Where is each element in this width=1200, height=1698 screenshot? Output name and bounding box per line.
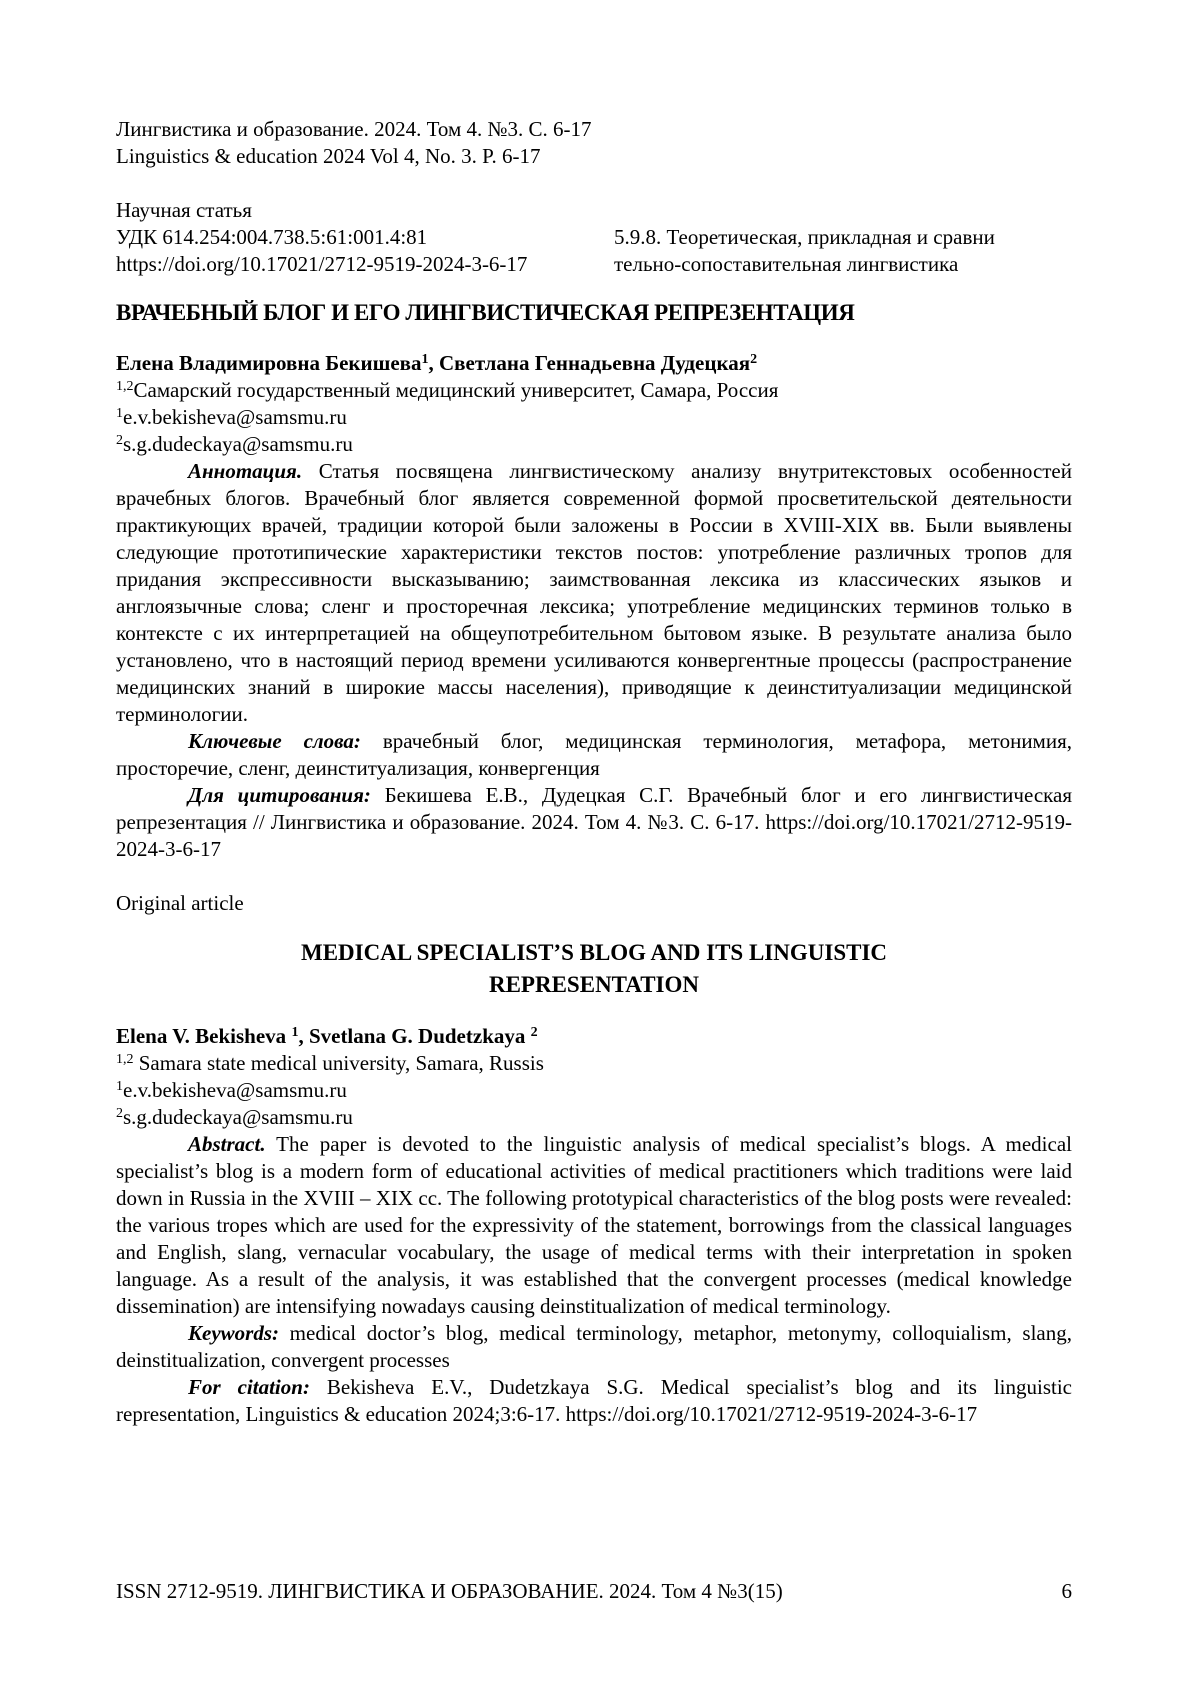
specialty-line-1: 5.9.8. Теоретическая, прикладная и сравни [614, 225, 995, 249]
author1-en: Elena V. Bekisheva [116, 1024, 292, 1048]
citation-ru [116, 782, 1072, 863]
abstract-ru-text: Статья посвящена лингвистическому анализу внутритекстовых особенностей врачебных блогов. Врачебный блог является современной формой просветительской деятельности практикующих врачей, традиции которой были заложены в России в XVIII-XIX вв. Были выявлены следующие прототипические характеристики текстов постов: употребление различных тропов для придания экспрессивности высказыванию; заимствованная лексика из классических языков и англоязычные слова; сленг и просторечная лексика; употребление медицинских терминов только в контексте с их интерпретацией на общеупотребительном бытовом языке. В результате анализа было установлено, что в настоящий период времени усиливаются конвергентные процессы (распространение медицинских знаний в широкие массы населения), приводящие к деинституализации медицинской терминологии. [116, 459, 1072, 726]
article-body [116, 116, 1072, 1428]
affiliation-en [116, 1050, 1072, 1077]
keywords-ru [116, 728, 1072, 782]
email1-ru-sup: 1 [116, 406, 123, 421]
affiliation-en-sup: 1,2 [116, 1052, 134, 1067]
email1-en-link[interactable]: e.v.bekisheva@samsmu.ru [123, 1078, 347, 1102]
author1-ru: Елена Владимировна Бекишева [116, 351, 422, 375]
authors-ru-separator: , [428, 351, 440, 375]
abstract-en-label: Abstract. [188, 1132, 266, 1156]
abstract-ru-label: Аннотация. [188, 459, 303, 483]
citation-en-text: Bekisheva E.V., Dudetzkaya S.G. Medical specialist’s blog and its linguistic representation, Linguistics & education 2024;3:6-17. https://doi.org/10.17021/2712-9519-2024-3-6-17 [116, 1375, 1073, 1426]
keywords-en [116, 1320, 1072, 1374]
page-footer [116, 1578, 1072, 1605]
email1-en-sup: 1 [116, 1079, 123, 1094]
citation-en [116, 1374, 1072, 1428]
author1-ru-sup: 1 [421, 352, 429, 367]
authors-ru [116, 350, 1072, 377]
email1-en [116, 1077, 1072, 1104]
abstract-en-text: The paper is devoted to the linguistic analysis of medical specialist’s blogs. A medical specialist’s blog is a modern form of educational activities of medical practitioners which traditions were laid down in Russia in the XVIII – XIX cc. The following prototypical characteristics of the blog posts were revealed: the various tropes which are used for the expressivity of the statement, borrowings from the classical languages and English, slang, vernacular vocabulary, the usage of medical terms with their interpretation in spoken language. As a result of the analysis, it was established that the convergent processes (medical knowledge dissemination) are intensifying nowadays causing deinstitualization of medical terminology. [116, 1132, 1072, 1318]
author1-en-sup: 1 [291, 1025, 299, 1040]
email2-en-sup: 2 [116, 1106, 123, 1121]
article-title-ru: ВРАЧЕБНЫЙ БЛОГ И ЕГО ЛИНГВИСТИЧЕСКАЯ РЕПРЕЗЕНТАЦИЯ [116, 300, 855, 325]
author2-ru-sup: 2 [750, 352, 758, 367]
journal-citation-ru: Лингвистика и образование. 2024. Том 4. №3. С. 6-17 [116, 117, 592, 141]
email1-ru-link[interactable]: e.v.bekisheva@samsmu.ru [123, 405, 347, 429]
email2-en [116, 1104, 1072, 1131]
udc-code: УДК 614.254:004.738.5:61:001.4:81 [116, 225, 428, 249]
udc-row [116, 224, 1072, 251]
email2-ru-sup: 2 [116, 433, 123, 448]
email2-ru-link[interactable]: s.g.dudeckaya@samsmu.ru [123, 432, 353, 456]
email1-ru [116, 404, 1072, 431]
doi-link[interactable]: https://doi.org/10.17021/2712-9519-2024-3-6-17 [116, 252, 528, 276]
author2-en: Svetlana G. Dudetzkaya [308, 1024, 531, 1048]
article-title-en [116, 937, 1072, 1001]
author2-ru: Светлана Геннадьевна Дудецкая [439, 351, 751, 375]
specialty-line-2: тельно-сопоставительная лингвистика [614, 252, 959, 276]
article-type-ru: Научная статья [116, 198, 252, 222]
keywords-ru-label: Ключевые слова: [188, 729, 361, 753]
affiliation-en-text: Samara state medical university, Samara, Russis [133, 1051, 544, 1075]
article-title-en-line2: REPRESENTATION [488, 972, 700, 997]
article-type-en: Original article [116, 891, 244, 915]
citation-en-label: For citation: [188, 1375, 310, 1399]
citation-ru-text: Бекишева Е.В., Дудецкая С.Г. Врачебный блог и его лингвистическая репрезентация // Лингвистика и образование. 2024. Том 4. №3. С. 6-17. https://doi.org/10.17021/2712-9519-2024-3-6-17 [116, 783, 1073, 861]
email2-en-link[interactable]: s.g.dudeckaya@samsmu.ru [123, 1105, 353, 1129]
author2-en-sup: 2 [530, 1025, 538, 1040]
authors-en-separator: , [298, 1024, 309, 1048]
keywords-ru-text: врачебный блог, медицинская терминология, метафора, метонимия, просторечие, сленг, деинституализация, конвергенция [116, 729, 1072, 780]
affiliation-ru-sup: 1,2 [116, 379, 134, 394]
email2-ru [116, 431, 1072, 458]
article-title-en-line1: MEDICAL SPECIALIST’S BLOG AND ITS LINGUISTIC [300, 940, 888, 965]
footer-issn: ISSN 2712-9519. ЛИНГВИСТИКА И ОБРАЗОВАНИЕ. 2024. Том 4 №3(15) [116, 1579, 783, 1603]
doi-row [116, 251, 1072, 278]
abstract-ru [116, 458, 1072, 728]
keywords-en-text: medical doctor’s blog, medical terminology, metaphor, metonymy, colloquialism, slang, deinstitualization, convergent processes [116, 1321, 1072, 1372]
affiliation-ru [116, 377, 1072, 404]
journal-citation-en: Linguistics & education 2024 Vol 4, No. 3. P. 6-17 [116, 144, 541, 168]
abstract-en [116, 1131, 1072, 1320]
authors-en [116, 1023, 1072, 1050]
affiliation-ru-text: Самарский государственный медицинский университет, Самара, Россия [133, 378, 779, 402]
page-number: 6 [1061, 1579, 1072, 1603]
keywords-en-label: Keywords: [188, 1321, 279, 1345]
citation-ru-label: Для цитирования: [188, 783, 371, 807]
